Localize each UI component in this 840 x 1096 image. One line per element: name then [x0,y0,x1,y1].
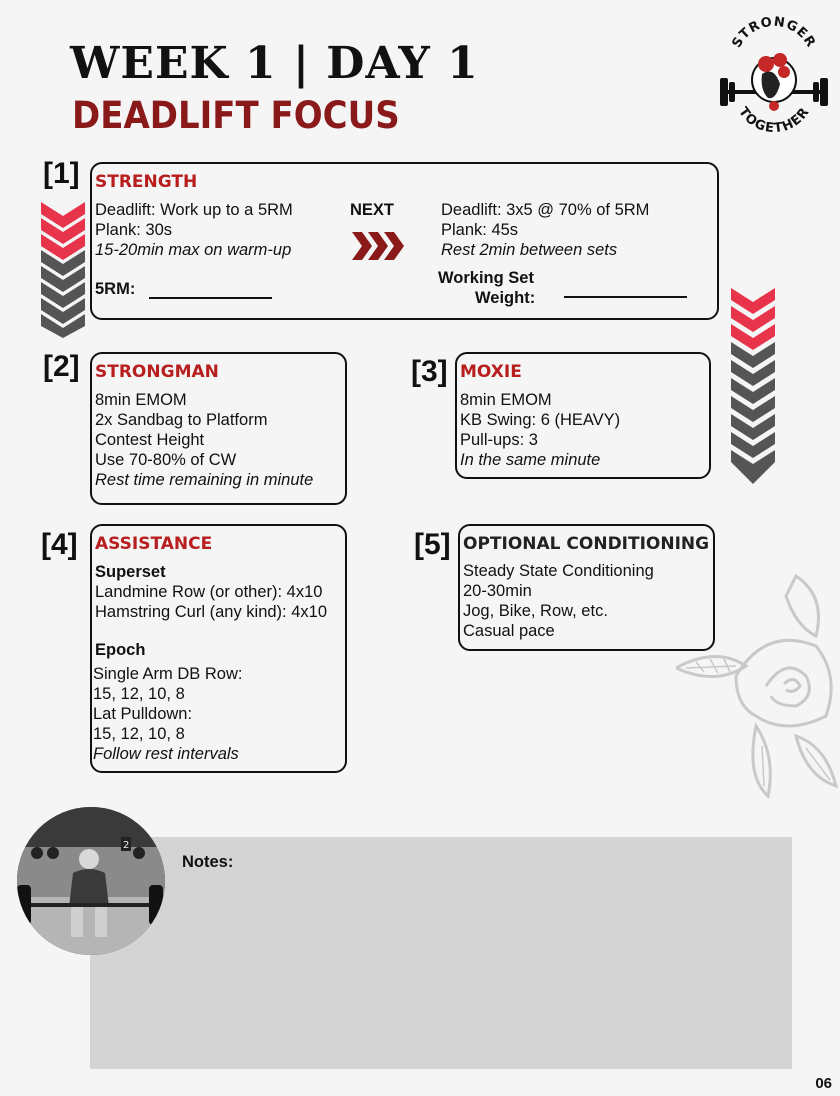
strength-left-note: 15-20min max on warm-up [95,241,292,259]
svg-text:STRONGER: STRONGER [729,14,819,51]
strength-right-note: Rest 2min between sets [441,241,618,259]
moxie-line-3: Pull-ups: 3 [460,431,538,449]
epoch-label: Epoch [95,641,146,659]
assistance-note: Follow rest intervals [93,745,239,763]
superset-line-2: Hamstring Curl (any kind): 4x10 [95,603,327,621]
rm-input-line[interactable] [149,297,272,299]
strongman-heading: STRONGMAN [95,362,219,382]
left-chevron-stack-icon [41,202,85,338]
section-number-3: [3] [411,355,448,388]
conditioning-line-4: Casual pace [463,622,555,640]
epoch-line-1: Single Arm DB Row: [93,665,243,683]
epoch-line-4: 15, 12, 10, 8 [93,725,185,743]
stronger-together-logo [718,14,830,134]
strongman-note: Rest time remaining in minute [95,471,314,489]
rm-label: 5RM: [95,280,136,298]
conditioning-line-2: 20-30min [463,582,532,600]
strength-left-line-1: Deadlift: Work up to a 5RM [95,201,293,219]
moxie-note: In the same minute [460,451,601,469]
right-chevron-stack-icon [731,288,775,484]
page-number: 06 [815,1075,832,1092]
next-label: NEXT [350,201,395,219]
strength-right-line-2: Plank: 45s [441,221,519,239]
epoch-line-2: 15, 12, 10, 8 [93,685,185,703]
conditioning-line-1: Steady State Conditioning [463,562,654,580]
conditioning-line-3: Jog, Bike, Row, etc. [463,602,608,620]
conditioning-heading: OPTIONAL CONDITIONING [463,534,710,554]
epoch-line-3: Lat Pulldown: [93,705,193,723]
working-weight-input-line[interactable] [564,296,687,298]
superset-line-1: Landmine Row (or other): 4x10 [95,583,323,601]
next-arrows-icon [352,232,406,260]
page-title: WEEK 1 | DAY 1 [70,38,479,89]
rose-decoration-icon [676,556,840,820]
notes-label: Notes: [182,853,234,871]
section-number-5: [5] [414,528,451,561]
moxie-heading: MOXIE [460,362,522,382]
weight-label: Weight: [475,289,536,307]
strength-right-line-1: Deadlift: 3x5 @ 70% of 5RM [441,201,650,219]
superset-label: Superset [95,563,166,581]
strongman-line-1: 8min EMOM [95,391,187,409]
assistance-heading: ASSISTANCE [95,534,213,554]
page-subtitle: DEADLIFT FOCUS [72,94,400,138]
strongman-line-2: 2x Sandbag to Platform [95,411,268,429]
athlete-deadlift-photo [17,807,165,955]
moxie-line-1: 8min EMOM [460,391,552,409]
strongman-line-4: Use 70-80% of CW [95,451,237,469]
svg-text:TOGETHER: TOGETHER [735,104,813,134]
strength-heading: STRENGTH [95,172,198,192]
moxie-line-2: KB Swing: 6 (HEAVY) [460,411,621,429]
section-number-1: [1] [43,157,80,190]
strongman-line-3: Contest Height [95,431,205,449]
section-number-2: [2] [43,350,80,383]
section-number-4: [4] [41,528,78,561]
svg-text:2: 2 [123,840,130,851]
working-set-label: Working Set [438,269,534,287]
strength-left-line-2: Plank: 30s [95,221,173,239]
